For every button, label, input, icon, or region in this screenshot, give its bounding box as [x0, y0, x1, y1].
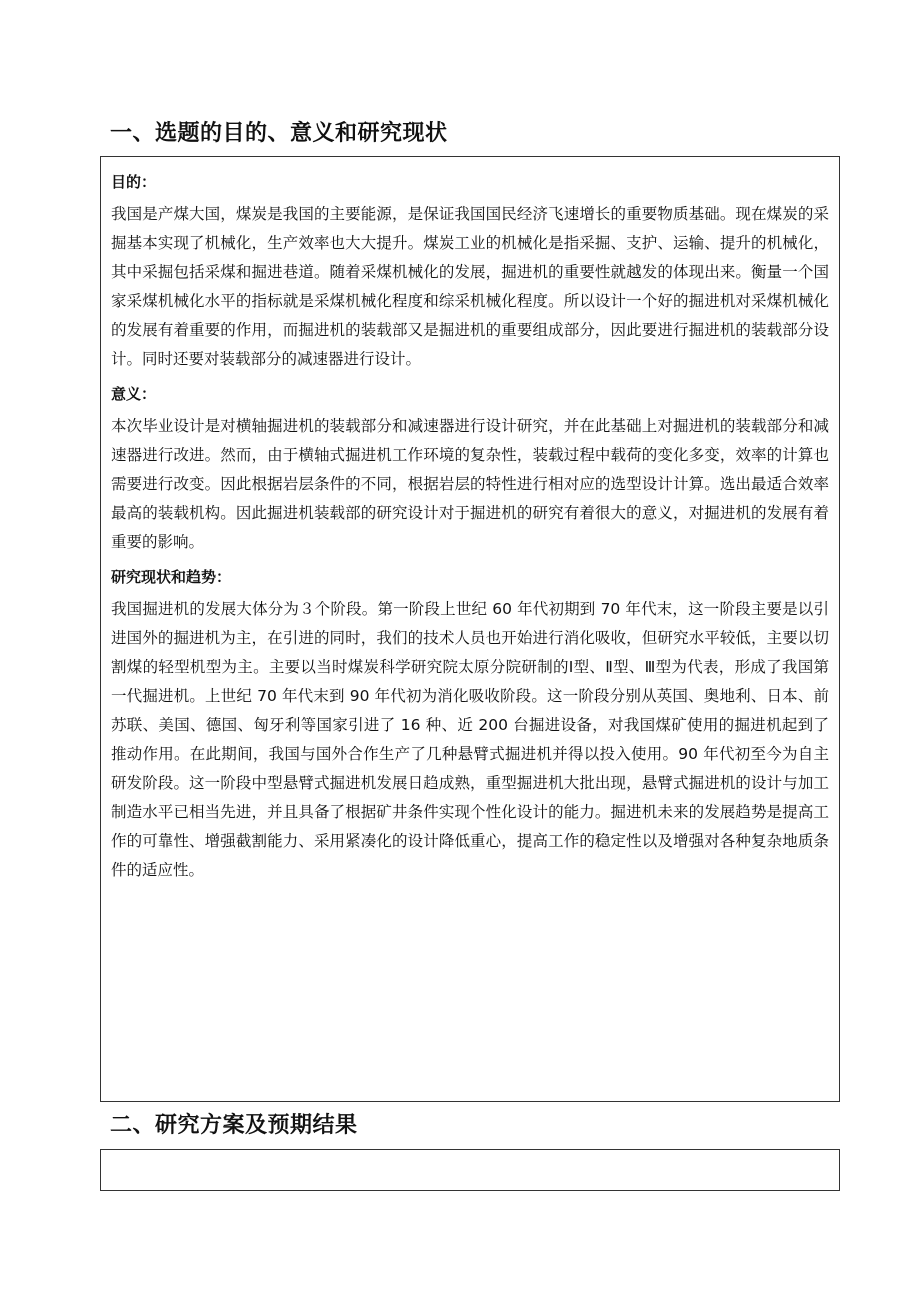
- purpose-paragraph: 我国是产煤大国，煤炭是我国的主要能源，是保证我国国民经济飞速增长的重要物质基础。现在煤炭的采掘基本实现了机械化，生产效率也大大提升。煤炭工业的机械化是指采掘、支护、运输、提升的机械化，其中采掘包括采煤和掘进巷道。随着采煤机械化的发展，掘进机的重要性就越发的体现出来。衡量一个国家采煤机械化水平的指标就是采煤机械化程度和综采机械化程度。所以设计一个好的掘进机对采煤机械化的发展有着重要的作用，而掘进机的装载部又是掘进机的重要组成部分，因此要进行掘进机的装载部分设计。同时还要对装载部分的减速器进行设计。: [111, 205, 829, 368]
- significance-paragraph: 本次毕业设计是对横轴掘进机的装载部分和减速器进行设计研究，并在此基础上对掘进机的装载部分和减速器进行改进。然而，由于横轴式掘进机工作环境的复杂性，装载过程中载荷的变化多变，效率的计算也需要进行改变。因此根据岩层条件的不同，根据岩层的特性进行相对应的选型设计计算。选出最适合效率最高的装载机构。因此掘进机装载部的研究设计对于掘进机的研究有着很大的意义，对掘进机的发展有着重要的影响。: [111, 417, 829, 551]
- section-1-content-box: [100, 156, 840, 1102]
- purpose-label: 目的：: [111, 173, 157, 191]
- section-2-content-box: [100, 1149, 840, 1191]
- research-status-label: 研究现状和趋势：: [111, 568, 232, 586]
- research-status-paragraph: 我国掘进机的发展大体分为３个阶段。第一阶段上世纪 60 年代初期到 70 年代末，这一阶段主要是以引进国外的掘进机为主，在引进的同时，我们的技术人员也开始进行消化吸收，但研究水平较低，主要以切割煤的轻型机型为主。主要以当时煤炭科学研究院太原分院研制的Ⅰ型、Ⅱ型、Ⅲ型为代表，形成了我国第一代掘进机。上世纪 70 年代末到 90 年代初为消化吸收阶段。这一阶段分别从英国、奥地利、日本、前苏联、美国、德国、匈牙利等国家引进了 16 种、近 200 台掘进设备，对我国煤矿使用的掘进机起到了推动作用。在此期间，我国与国外合作生产了几种悬臂式掘进机并得以投入使用。90 年代初至今为自主研发阶段。这一阶段中型悬臂式掘进机发展日趋成熟，重型掘进机大批出现，悬臂式掘进机的设计与加工制造水平已相当先进，并且具备了根据矿井条件实现个性化设计的能力。掘进机未来的发展趋势是提高工作的可靠性、增强截割能力、采用紧凑化的设计降低重心，提高工作的稳定性以及增强对各种复杂地质条件的适应性。: [111, 600, 829, 879]
- section-1-heading: 一、选题的目的、意义和研究现状: [110, 121, 448, 146]
- significance-label: 意义：: [111, 385, 157, 403]
- section-2-heading: 二、研究方案及预期结果: [110, 1113, 358, 1138]
